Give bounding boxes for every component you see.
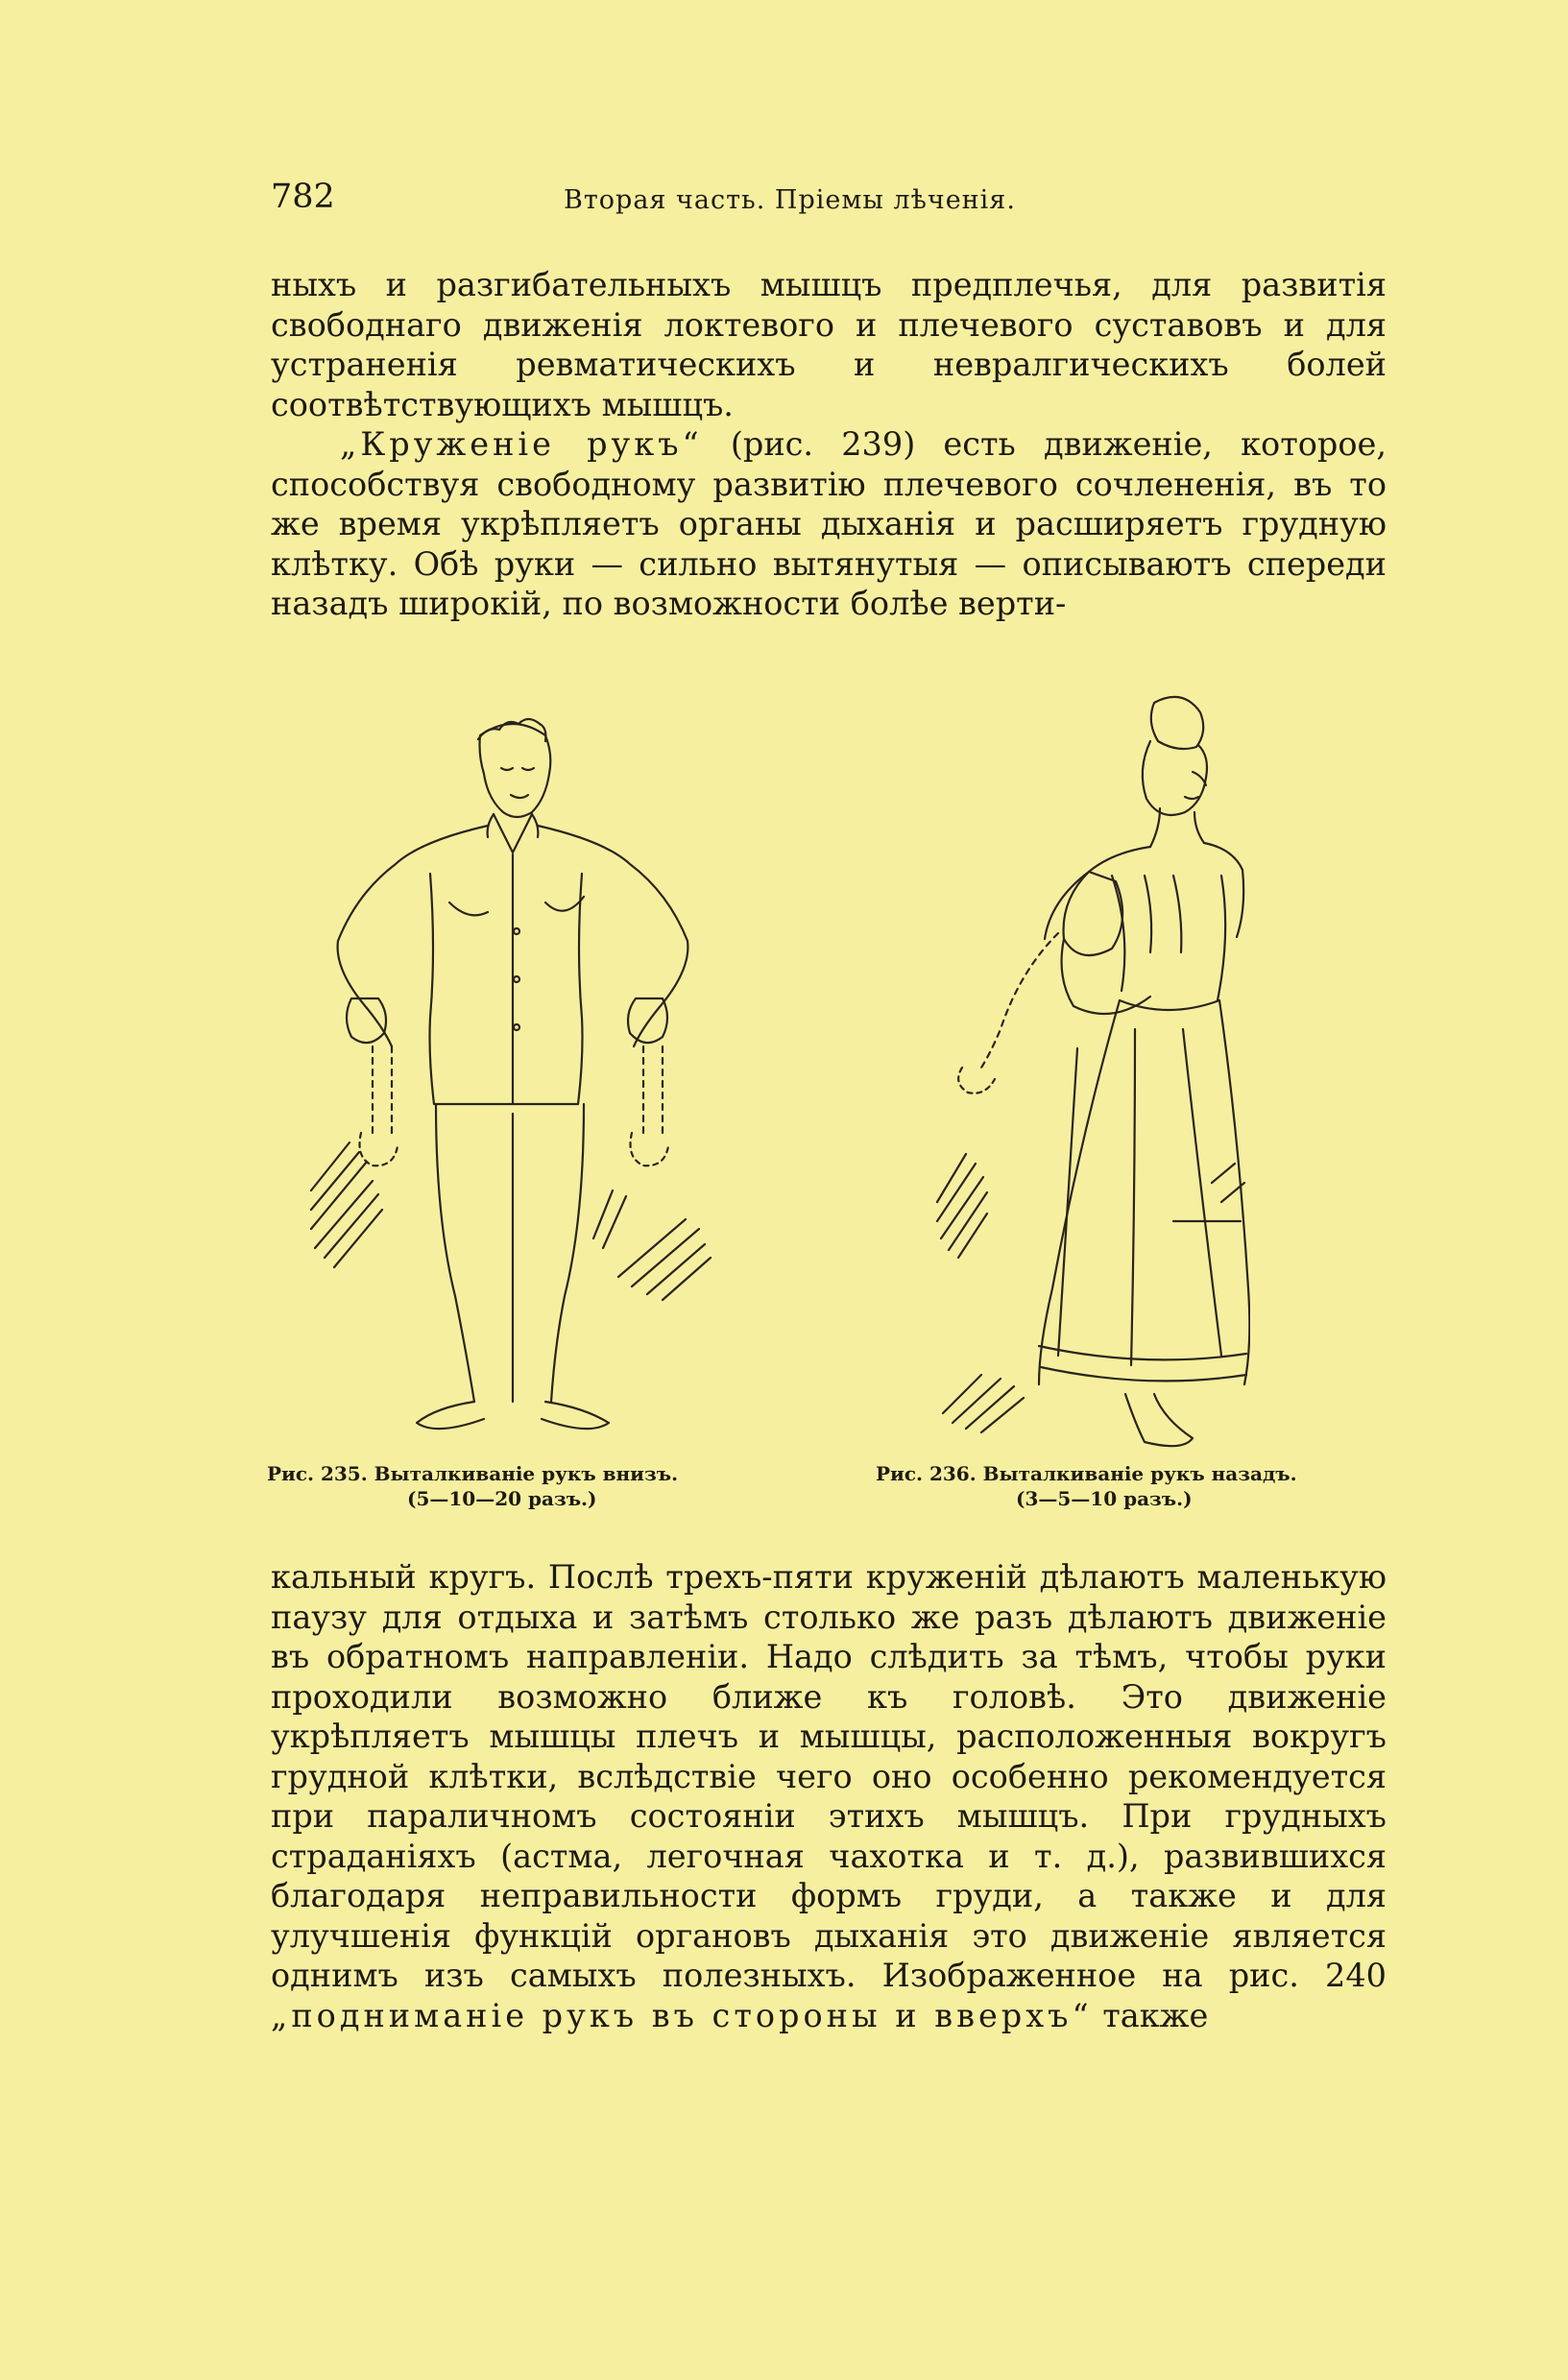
paragraph-arm-circling-text: (рис. 239) есть движеніе, которое, способствуя свободному развитію плечевого сочлененія, въ то же время укрѣпляетъ органы дыханія и расширяетъ грудную клѣтку. Обѣ руки — сильно вытянутыя — описываютъ спереди назадъ широкій, по возможности болѣе верти- [271,425,1387,622]
term-arm-circling: „Круженіе рукъ“ [340,425,703,463]
paragraph-continuation-bottom [271,1557,1387,2035]
figure-236-illustration [933,684,1250,1452]
page-header [271,178,1387,226]
paragraph-arm-circling [271,424,1387,624]
top-text-block [271,265,1387,624]
page-number: 782 [271,178,335,216]
term-arm-raising: „подниманіе рукъ въ стороны и вверхъ“ [271,1996,1093,2034]
bottom-text-part1: кальный кругъ. Послѣ трехъ-пяти круженій дѣлаютъ маленькую паузу для отдыха и затѣмъ столько же разъ дѣлаютъ движеніе въ обратномъ направленіи. Надо слѣдить за тѣмъ, чтобы руки проходили возможно ближе къ головѣ. Это движеніе укрѣпляетъ мышцы плечъ и мышцы, расположенныя вокругъ грудной клѣтки, вслѣдствіе чего оно особенно рекомендуется при параличномъ состояніи этихъ мышцъ. При грудныхъ страданіяхъ (астма, легочная чахотка и т. д.), развившихся благодаря неправильности формъ груди, а также и для улучшенія функцій органовъ дыханія это движеніе является однимъ изъ самыхъ полезныхъ. Изображенное на рис. 240 [271,1558,1387,1994]
bottom-text-part2: также [1092,1996,1209,2034]
figure-236-caption-title: Рис. 236. Выталкиваніе рукъ назадъ. [876,1462,1297,1485]
figure-235-caption-reps: (5—10—20 разъ.) [407,1487,597,1510]
bottom-text-block [271,1557,1387,2035]
figure-235-caption [267,1461,805,1511]
figure-236-caption [876,1461,1413,1511]
figure-235-caption-title: Рис. 235. Выталкиваніе рукъ внизъ. [267,1462,679,1485]
figure-236-caption-reps: (3—5—10 разъ.) [1016,1487,1193,1510]
paragraph-continuation: ныхъ и разгибательныхъ мышцъ предплечья, для развитія свободнаго движенія локтевого и плечевого суставовъ и для устраненія ревматическихъ и невралгическихъ болей соотвѣтствующихъ мышцъ. [271,266,1387,423]
figure-235-illustration [305,701,728,1450]
running-head: Вторая часть. Пріемы лѣченія. [564,185,1016,215]
